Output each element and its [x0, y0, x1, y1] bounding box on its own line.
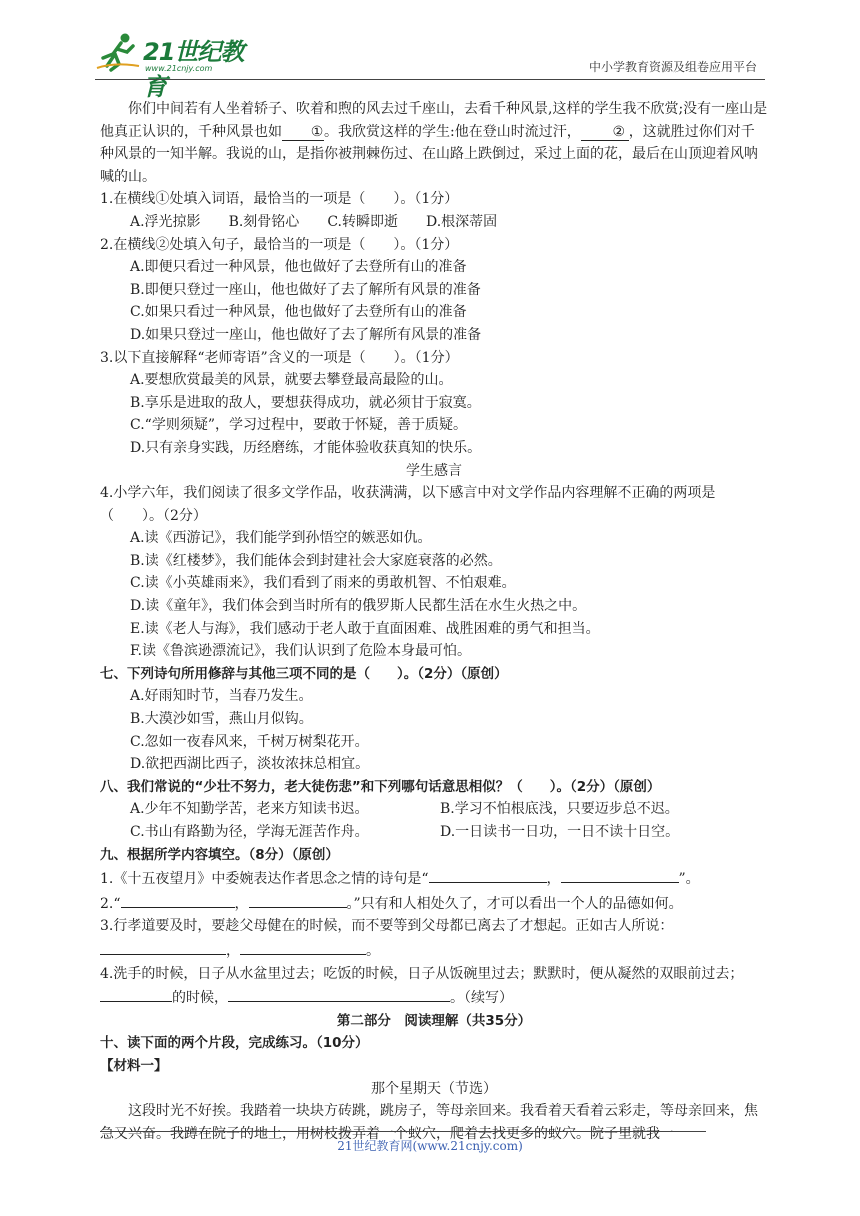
option: D.根深蒂固: [425, 213, 498, 230]
reading-text: 这段时光不好挨。我踏着一块块方砖跳，跳房子，等母亲回来。我看着天看着云彩走，等母亲回来，焦急又兴奋。我蹲在院子的地上，用树枝拨弄着一个蚁穴，爬着去找更多的蚁穴。院子里就我一: [100, 1103, 758, 1142]
answer-blank[interactable]: [561, 866, 679, 883]
logo-text: 21世纪教育: [143, 38, 244, 101]
option: A.好雨知时节，当春乃发生。: [130, 688, 313, 705]
item-text: 。（续写）: [450, 990, 513, 1007]
platform-name: 中小学教育资源及组卷应用平台: [588, 60, 757, 74]
answer-blank[interactable]: [100, 985, 172, 1002]
question-8-options-row: [100, 798, 768, 821]
option: A.读《西游记》，我们能学到孙悟空的嫉恶如仇。: [130, 530, 432, 547]
option: B.享乐是进取的敌人，要想获得成功，就必须甘于寂寞。: [130, 394, 481, 411]
item-text: ，: [546, 871, 561, 888]
option: F.读《鲁滨逊漂流记》，我们认识到了危险本身最可怕。: [130, 643, 471, 660]
question-3-stem: 3.以下直接解释“老师寄语”含义的一项是（ ）。（1分）: [100, 349, 459, 366]
option: E.读《老人与海》，我们感动于老人敢于直面困难、战胜困难的勇气和担当。: [130, 620, 600, 637]
question-8-options-row: [100, 821, 768, 844]
footer: 21世纪教育网(www.21cnjy.com): [337, 1139, 523, 1153]
option: A.浮光掠影: [130, 213, 201, 230]
material-label: 【材料一】: [100, 1057, 168, 1074]
item-text: 2.“: [100, 895, 121, 912]
question-9-item-4: [100, 963, 768, 1010]
answer-blank[interactable]: [100, 938, 226, 955]
item-text: 。”只有和人相处久了，才可以看出一个人的品德如何。: [346, 895, 683, 912]
option: D.读《童年》，我们体会到当时所有的俄罗斯人民都生活在水生火热之中。: [130, 598, 587, 615]
item-text: ，: [234, 895, 249, 912]
option: D.欲把西湖比西子，淡妆浓抹总相宜。: [130, 756, 370, 773]
question-9-item-2: [100, 891, 768, 916]
answer-blank[interactable]: [249, 891, 347, 908]
blank-2: ②: [581, 124, 629, 141]
option: A.少年不知勤学苦，老来方知读书迟。: [130, 801, 369, 818]
logo: [95, 30, 265, 101]
answer-blank[interactable]: [121, 891, 235, 908]
document-body: [100, 98, 768, 1145]
question-9-stem: 九、根据所学内容填空。（8分）（原创）: [100, 846, 339, 863]
option: C.读《小英雄雨来》，我们看到了雨来的勇敢机智、不怕艰难。: [130, 575, 516, 592]
logo-url: www.21cnjy.com: [145, 64, 213, 73]
item-text: 的时候，: [172, 990, 228, 1007]
header-divider: [95, 79, 765, 80]
option: B.刻骨铭心: [228, 213, 300, 230]
question-9-item-3-blanks: [100, 938, 768, 963]
runner-logo-icon: [95, 32, 143, 72]
option: A.要想欣赏最美的风景，就要去攀登最高最险的山。: [130, 372, 453, 389]
question-4-stem: 4.小学六年，我们阅读了很多文学作品，收获满满，以下感言中对文学作品内容理解不正确的两项是（ ）。（2分）: [100, 485, 716, 524]
answer-blank[interactable]: [429, 866, 547, 883]
footer-divider: [100, 1131, 706, 1132]
item-text: 4.洗手的时候，日子从水盆里过去；吃饭的时候，日子从饭碗里过去；默默时，便从凝然的双眼前过去；: [100, 965, 744, 982]
question-9-item-1: [100, 866, 768, 891]
reading-title: 那个星期天（节选）: [371, 1080, 497, 1097]
option: C.如果只看过一种风景，他也做好了去登所有山的准备: [130, 304, 467, 321]
question-1-stem: 1.在横线①处填入词语，最恰当的一项是（ ）。（1分）: [100, 191, 459, 208]
item-text: ”。: [678, 871, 700, 888]
passage: [100, 98, 768, 188]
item-text: 。: [366, 942, 380, 959]
question-10-stem: 十、读下面的两个片段，完成练习。（10分）: [100, 1035, 369, 1052]
option: A.即便只看过一种风景，他也做好了去登所有山的准备: [130, 259, 467, 276]
option: C.书山有路勤为径，学海无涯苦作舟。: [130, 824, 369, 840]
option: D.如果只登过一座山，他也做好了去了解所有风景的准备: [130, 326, 482, 343]
passage-text: 你们中间若有人坐着轿子、吹着和煦的风去过千座山，去看千种风景,这样的学生我不欣赏;没有一座山是他真正认识的，千种风景也如: [100, 101, 768, 140]
question-8-stem: 八、我们常说的“少壮不努力，老大徒伤悲”和下列哪句话意思相似？（ ）。（2分）（原创）: [100, 778, 661, 795]
option: D.只有亲身实践，历经磨练，才能体验收获真知的快乐。: [130, 439, 482, 456]
item-text: 1.《十五夜望月》中委婉表达作者思念之情的诗句是“: [100, 871, 429, 888]
option: B.大漠沙如雪，燕山月似钩。: [130, 711, 313, 728]
answer-blank[interactable]: [240, 938, 366, 955]
option: B.学习不怕根底浅，只要迈步总不迟。: [440, 801, 679, 818]
option: B.读《红楼梦》，我们能体会到封建社会大家庭衰落的必然。: [130, 552, 502, 569]
option: C.转瞬即逝: [327, 213, 398, 230]
section-title: 学生感言: [406, 462, 462, 479]
page-header: [95, 30, 765, 101]
option: C.“学则须疑”，学习过程中，要敢于怀疑，善于质疑。: [130, 417, 467, 434]
question-7-stem: 七、下列诗句所用修辞与其他三项不同的是（ ）。（2分）（原创）: [100, 665, 508, 682]
blank-1: ①: [282, 124, 324, 141]
answer-blank[interactable]: [228, 985, 450, 1002]
passage-text: ，这就胜过你们对千种风景的一知半解。我说的山，是指你被荆棘伤过、在山路上跌倒过，采过上面的花，最后在山顶迎着风呐喊的山。: [100, 123, 758, 185]
option: C.忽如一夜春风来，千树万树梨花开。: [130, 733, 369, 750]
part-2-title: 第二部分 阅读理解（共35分）: [336, 1012, 532, 1029]
passage-text: 。我欣赏这样的学生:他在登山时流过汗，: [324, 123, 581, 140]
option: D.一日读书一日功，一日不读十日空。: [440, 824, 680, 840]
question-1-options: [100, 211, 768, 234]
question-9-item-3: 3.行孝道要及时，要趁父母健在的时候，而不要等到父母都已离去了才想起。正如古人所说：: [100, 918, 674, 935]
option: B.即便只登过一座山，他也做好了去了解所有风景的准备: [130, 281, 481, 298]
question-2-stem: 2.在横线②处填入句子，最恰当的一项是（ ）。（1分）: [100, 236, 459, 253]
item-text: ，: [226, 942, 240, 959]
